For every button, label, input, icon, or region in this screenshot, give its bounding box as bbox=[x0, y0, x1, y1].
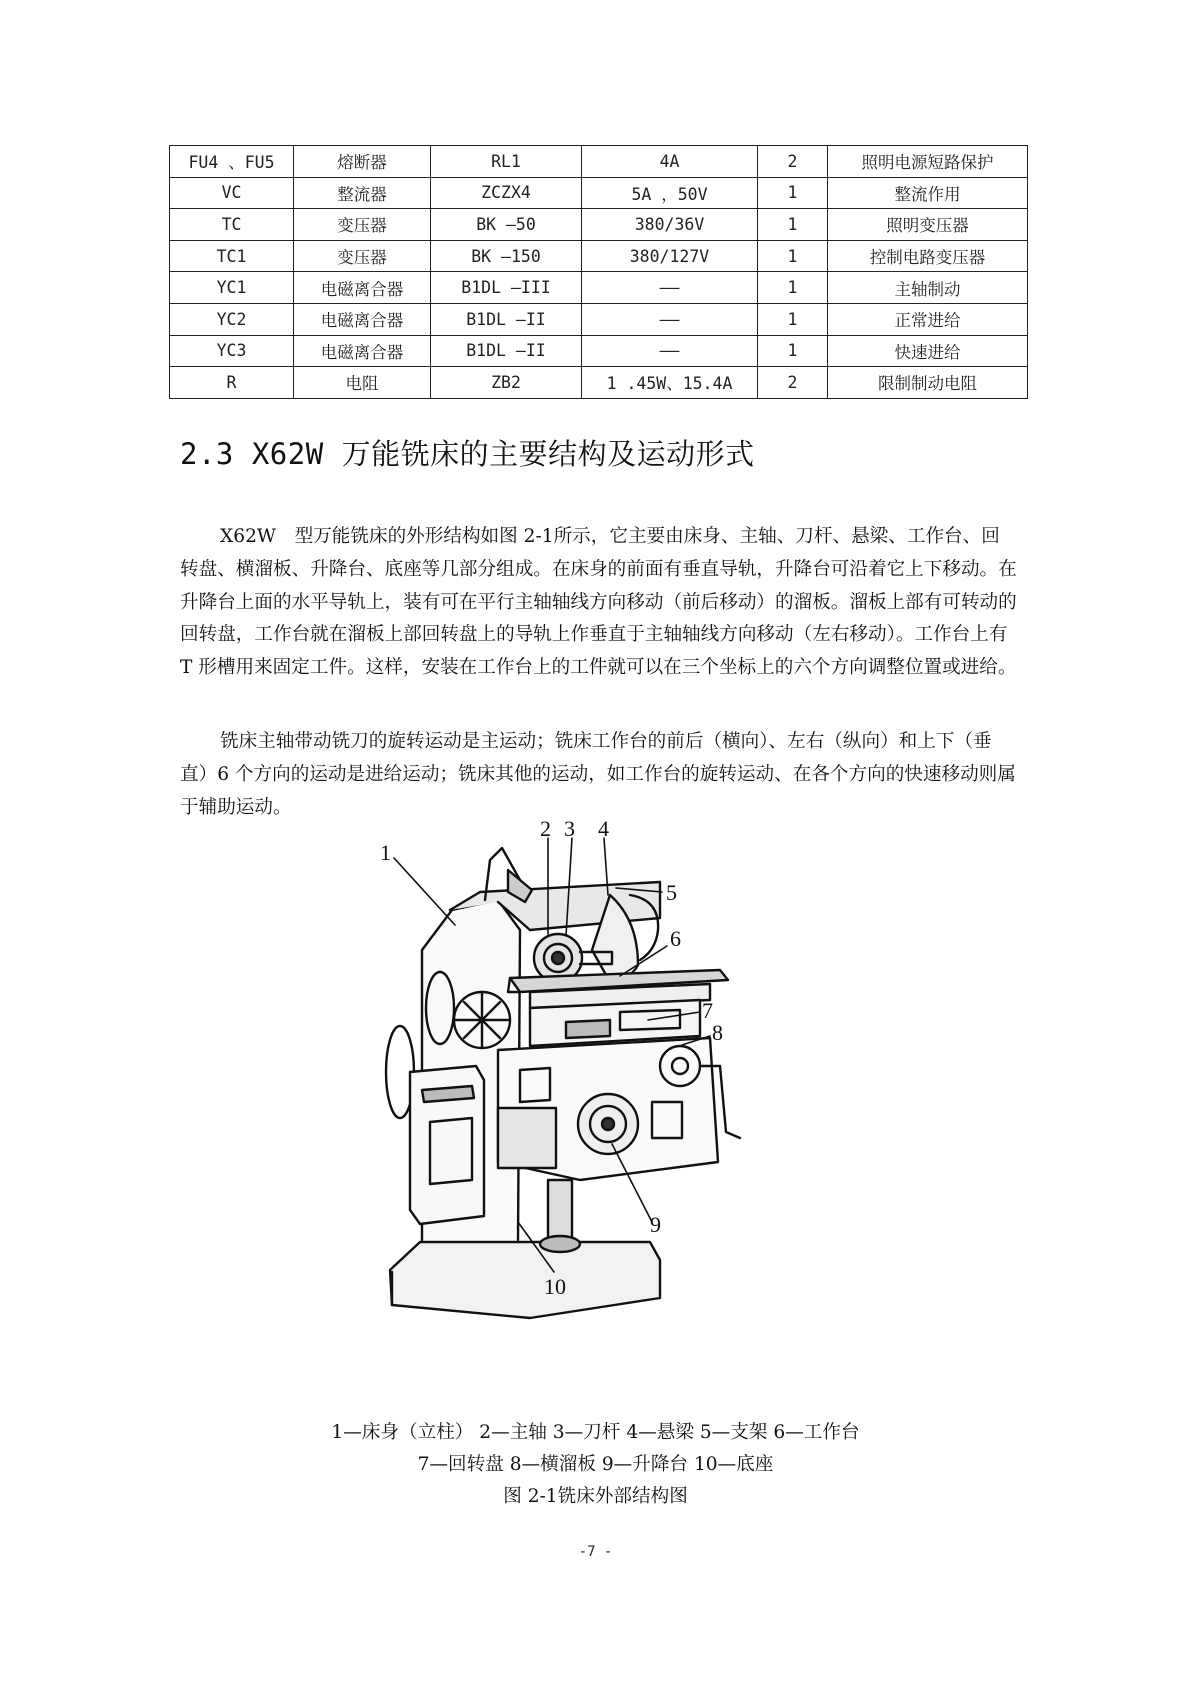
table-cell: 电磁离合器 bbox=[294, 303, 431, 335]
callout-label: 10 bbox=[544, 1274, 566, 1299]
table-cell: 电阻 bbox=[294, 367, 431, 399]
table-cell: 1 bbox=[758, 335, 828, 367]
table-cell: —— bbox=[582, 272, 758, 304]
table-cell: 4A bbox=[582, 146, 758, 178]
body-paragraph: 铣床主轴带动铣刀的旋转运动是主运动；铣床工作台的前后（横向）、左右（纵向）和上下（垂直）6 个方向的运动是进给运动；铣床其他的运动，如工作台的旋转运动、在各个方向的快速移动则属于辅助运动。 bbox=[180, 731, 1016, 818]
table-cell: R bbox=[170, 367, 294, 399]
table-cell: ZB2 bbox=[431, 367, 582, 399]
figure-caption-legend-1: 1—床身（立柱） 2—主轴 3—刀杆 4—悬梁 5—支架 6—工作台 bbox=[331, 1422, 860, 1443]
callout-label: 5 bbox=[666, 880, 677, 905]
section-title: 2.3 X62W 万能铣床的主要结构及运动形式 bbox=[180, 437, 755, 471]
table-cell: 照明变压器 bbox=[828, 209, 1028, 241]
body-paragraph: X62W 型万能铣床的外形结构如图 2-1所示，它主要由床身、主轴、刀杆、悬梁、工作台、回转盘、横溜板、升降台、底座等几部分组成。在床身的前面有垂直导轨，升降台可沿着它上下移动。在升降台上面的水平导轨上，装有可在平行主轴轴线方向移动（前后移动）的溜板。溜板上部有可转动的回转盘，工作台就在溜板上部回转盘上的导轨上作垂直于主轴轴线方向移动（左右移动）。工作台上有 T 形槽用来固定工件。这样，安装在工作台上的工件就可以在三个坐标上的六个方向调整位置或进给。 bbox=[180, 526, 1017, 679]
table-cell: 5A ，50V bbox=[582, 177, 758, 209]
table-cell: —— bbox=[582, 303, 758, 335]
table-cell: VC bbox=[170, 177, 294, 209]
table-row bbox=[170, 272, 1028, 304]
table-row bbox=[170, 209, 1028, 241]
callout-label: 3 bbox=[564, 816, 575, 841]
milling-machine-drawing bbox=[380, 816, 800, 1400]
table-cell: 2 bbox=[758, 367, 828, 399]
table-cell: 控制电路变压器 bbox=[828, 240, 1028, 272]
table-cell: —— bbox=[582, 335, 758, 367]
table-row bbox=[170, 303, 1028, 335]
table-cell: BK —50 bbox=[431, 209, 582, 241]
table-row bbox=[170, 367, 1028, 399]
table-cell: 380/36V bbox=[582, 209, 758, 241]
table-cell: FU4 、FU5 bbox=[170, 146, 294, 178]
callout-label: 7 bbox=[702, 998, 713, 1023]
table-cell: YC1 bbox=[170, 272, 294, 304]
table-cell: YC2 bbox=[170, 303, 294, 335]
table-cell: 照明电源短路保护 bbox=[828, 146, 1028, 178]
table-cell: 熔断器 bbox=[294, 146, 431, 178]
table-cell: 变压器 bbox=[294, 240, 431, 272]
base-shape bbox=[390, 1242, 660, 1318]
table-cell: 1 bbox=[758, 303, 828, 335]
table-cell: 快速进给 bbox=[828, 335, 1028, 367]
table-cell: 整流作用 bbox=[828, 177, 1028, 209]
table-row bbox=[170, 177, 1028, 209]
table-cell: TC1 bbox=[170, 240, 294, 272]
callout-label: 2 bbox=[540, 816, 551, 841]
table-row bbox=[170, 240, 1028, 272]
table-cell: YC3 bbox=[170, 335, 294, 367]
callout-label: 6 bbox=[670, 926, 681, 951]
table-cell: TC bbox=[170, 209, 294, 241]
table-cell: 正常进给 bbox=[828, 303, 1028, 335]
callout-label: 1 bbox=[380, 840, 391, 865]
milling-machine-figure bbox=[380, 816, 800, 1400]
page-number: -7 - bbox=[578, 1544, 613, 1560]
table-cell: B1DL —II bbox=[431, 335, 582, 367]
table-cell: 限制制动电阻 bbox=[828, 367, 1028, 399]
figure-caption-legend-2: 7—回转盘 8—横溜板 9—升降台 10—底座 bbox=[417, 1454, 774, 1475]
table-cell: B1DL —II bbox=[431, 303, 582, 335]
component-table-body bbox=[170, 146, 1028, 399]
table-cell: B1DL —III bbox=[431, 272, 582, 304]
table-cell: 变压器 bbox=[294, 209, 431, 241]
table-cell: 1 bbox=[758, 272, 828, 304]
table-cell: 2 bbox=[758, 146, 828, 178]
table-cell: 电磁离合器 bbox=[294, 335, 431, 367]
component-table bbox=[169, 145, 1028, 399]
table-cell: 1 .45W、15.4A bbox=[582, 367, 758, 399]
callout-label: 9 bbox=[650, 1212, 661, 1237]
table-cell: BK —150 bbox=[431, 240, 582, 272]
table-cell: 380/127V bbox=[582, 240, 758, 272]
figure-caption-title: 图 2-1铣床外部结构图 bbox=[503, 1486, 688, 1507]
callout-label: 8 bbox=[712, 1020, 723, 1045]
table-cell: 1 bbox=[758, 177, 828, 209]
table-cell: RL1 bbox=[431, 146, 582, 178]
table-row bbox=[170, 146, 1028, 178]
table-cell: 主轴制动 bbox=[828, 272, 1028, 304]
table-cell: 电磁离合器 bbox=[294, 272, 431, 304]
table-cell: ZCZX4 bbox=[431, 177, 582, 209]
table-cell: 1 bbox=[758, 240, 828, 272]
table-cell: 整流器 bbox=[294, 177, 431, 209]
table-cell: 1 bbox=[758, 209, 828, 241]
callout-label: 4 bbox=[598, 816, 609, 841]
table-row bbox=[170, 335, 1028, 367]
